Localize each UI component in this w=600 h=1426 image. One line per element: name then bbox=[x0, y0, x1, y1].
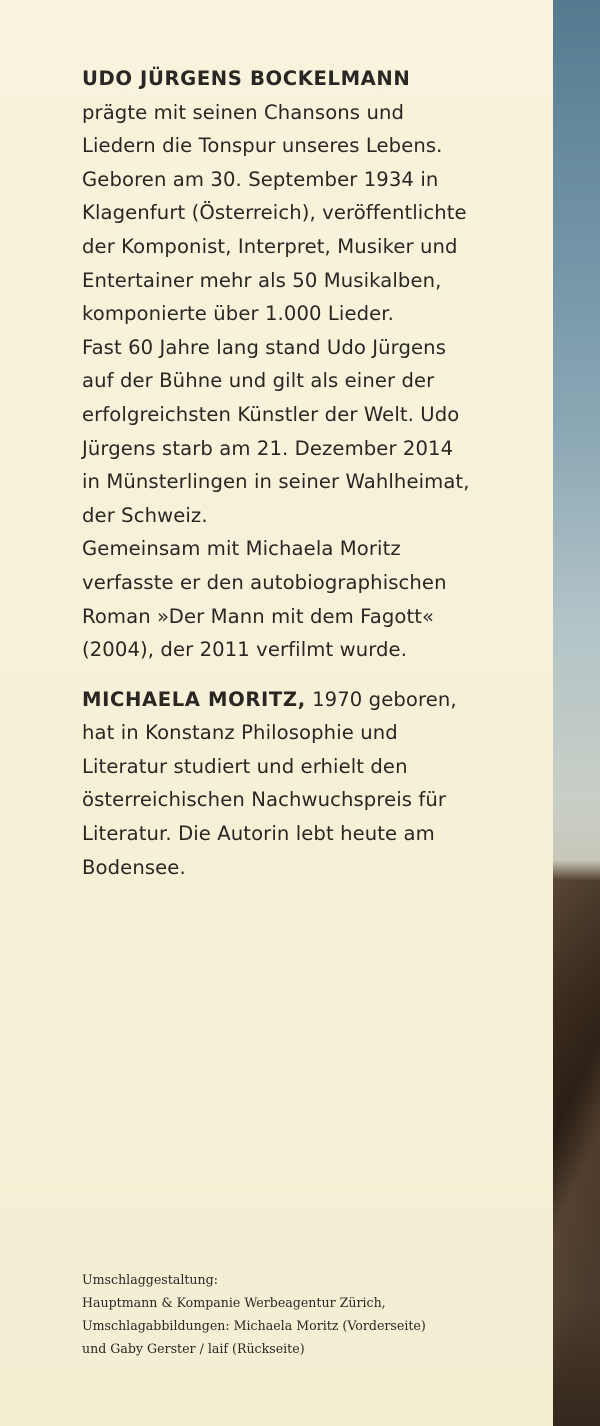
credits-line: und Gaby Gerster / laif (Rückseite) bbox=[82, 1341, 305, 1356]
cover-photo-edge bbox=[553, 0, 600, 1426]
author1-bio-line: Geboren am 30. September 1934 in bbox=[82, 167, 439, 191]
author1-bio-line: verfasste er den autobiographischen bbox=[82, 570, 447, 594]
author1-name: UDO JÜRGENS BOCKELMANN bbox=[82, 67, 411, 90]
cover-credits bbox=[82, 1268, 522, 1360]
author2-first-line-rest: 1970 geboren, bbox=[305, 687, 457, 711]
author1-bio-line: auf der Bühne und gilt als einer der bbox=[82, 369, 435, 393]
author2-first-line bbox=[82, 683, 542, 717]
author1-bio-line: prägte mit seinen Chansons und bbox=[82, 100, 405, 124]
author1-bio-line: der Komponist, Interpret, Musiker und bbox=[82, 234, 458, 258]
photo-jacket-detail bbox=[553, 880, 600, 1426]
paragraph-gap bbox=[82, 667, 542, 683]
author1-bio-line: Fast 60 Jahre lang stand Udo Jürgens bbox=[82, 335, 447, 359]
author1-bio-line: Klagenfurt (Österreich), veröffentlichte bbox=[82, 201, 467, 225]
author2-bio-line: hat in Konstanz Philosophie und bbox=[82, 721, 398, 745]
author1-bio-line: Roman »Der Mann mit dem Fagott« bbox=[82, 604, 435, 628]
author2-name: MICHAELA MORITZ, bbox=[82, 687, 306, 711]
author2-bio-line: Literatur. Die Autorin lebt heute am bbox=[82, 822, 435, 846]
author1-bio-line: Jürgens starb am 21. Dezember 2014 bbox=[82, 436, 454, 460]
author2-bio-line: Literatur studiert und erhielt den bbox=[82, 754, 408, 778]
author1-bio-line: Gemeinsam mit Michaela Moritz bbox=[82, 537, 401, 561]
author1-bio-line: (2004), der 2011 verfilmt wurde. bbox=[82, 638, 408, 662]
credits-line: Umschlaggestaltung: bbox=[82, 1272, 218, 1287]
credits-line: Umschlagabbildungen: Michaela Moritz (Vorderseite) bbox=[82, 1318, 426, 1333]
author2-bio-line: Bodensee. bbox=[82, 855, 186, 879]
author1-bio-line: in Münsterlingen in seiner Wahlheimat, bbox=[82, 470, 470, 494]
author1-bio-line: erfolgreichsten Künstler der Welt. Udo bbox=[82, 402, 460, 426]
author2-bio-line: österreichischen Nachwuchspreis für bbox=[82, 788, 447, 812]
author1-bio-line: der Schweiz. bbox=[82, 503, 208, 527]
author1-bio-line: Liedern die Tonspur unseres Lebens. bbox=[82, 134, 443, 158]
author1-bio-line: komponierte über 1.000 Lieder. bbox=[82, 302, 394, 326]
author-bios bbox=[82, 62, 542, 884]
credits-line: Hauptmann & Kompanie Werbeagentur Zürich, bbox=[82, 1295, 386, 1310]
author1-bio-line: Entertainer mehr als 50 Musikalben, bbox=[82, 268, 442, 292]
